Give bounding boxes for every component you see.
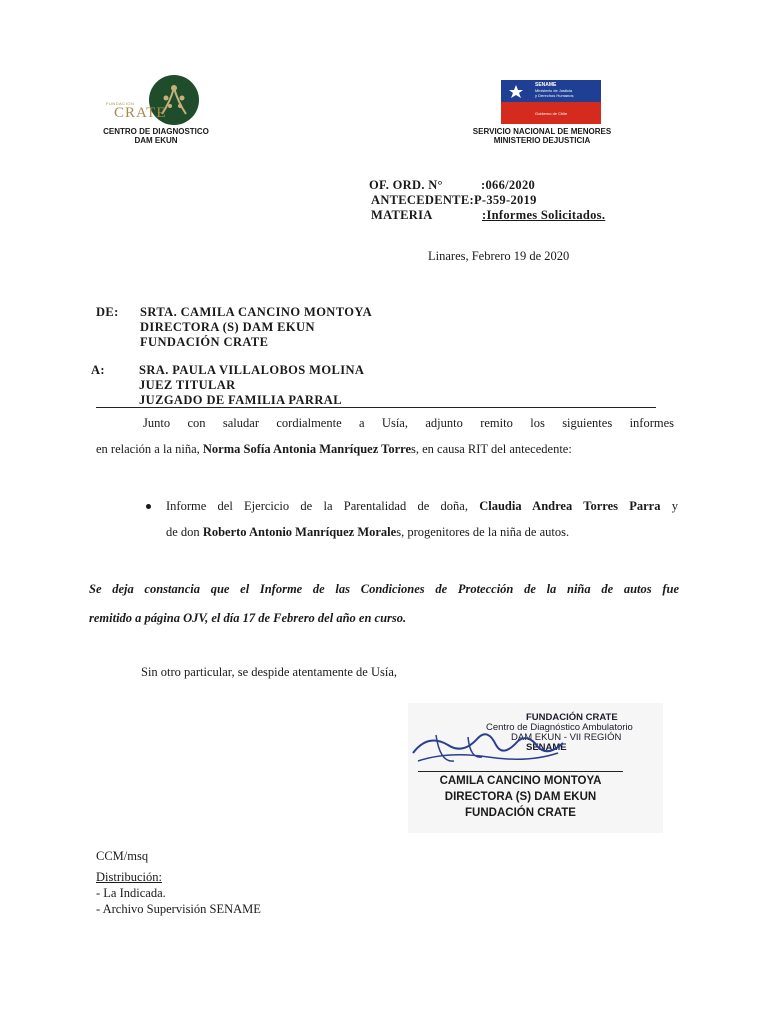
to-label: A: xyxy=(91,363,105,377)
distribution-label: Distribución: xyxy=(96,870,162,884)
reference-block xyxy=(369,178,669,223)
divider-line xyxy=(96,407,656,408)
mother-name: Claudia Andrea Torres Parra xyxy=(479,499,661,513)
signature-text xyxy=(408,773,633,821)
bullet-line2-pre: de don xyxy=(166,525,203,539)
header-right-text xyxy=(452,127,632,145)
ref-antecedente-value: P-359-2019 xyxy=(473,193,537,207)
from-role: DIRECTORA (S) DAM EKUN xyxy=(140,320,315,334)
to-block xyxy=(139,363,364,408)
child-name: Norma Sofía Antonia Manríquez Torre xyxy=(202,442,412,456)
ref-ord-label: OF. ORD. N° xyxy=(369,178,443,192)
header-right-line1: SERVICIO NACIONAL DE MENORES xyxy=(472,127,612,136)
sename-logo xyxy=(501,80,601,124)
crate-logo-small-text: FUNDACION xyxy=(106,101,135,106)
from-label: DE: xyxy=(96,305,119,319)
date-line: Linares, Febrero 19 de 2020 xyxy=(428,249,570,263)
bullet-dot xyxy=(146,504,151,509)
ref-materia-value: :Informes Solicitados. xyxy=(482,208,606,222)
to-role: JUEZ TITULAR xyxy=(139,378,236,392)
sename-logo-bottom: Gobierno de Chile xyxy=(535,111,568,116)
signer-name: CAMILA CANCINO MONTOYA xyxy=(439,775,602,787)
bullet-line2 xyxy=(166,519,678,545)
bullet-line1-pre: Informe del Ejercicio de la Parentalidad de doña, xyxy=(166,499,480,513)
bullet-item xyxy=(166,493,678,545)
signer-org: FUNDACIÓN CRATE xyxy=(465,807,576,819)
stamp-line1: FUNDACIÓN CRATE xyxy=(526,712,618,723)
to-org: JUZGADO DE FAMILIA PARRAL xyxy=(139,393,342,407)
header-left-text xyxy=(80,127,232,145)
stamp-line2: Centro de Diagnóstico Ambulatorio xyxy=(486,722,633,733)
note-line1: Se deja constancia que el Informe de las Condiciones de Protección de la niña de autos fue xyxy=(89,582,679,596)
sename-logo-top-label: SENAME xyxy=(535,82,557,88)
handwritten-signature xyxy=(408,723,568,773)
father-name: Roberto Antonio Manríquez Morale xyxy=(202,525,397,539)
from-name: SRTA. CAMILA CANCINO MONTOYA xyxy=(140,305,373,319)
header-left-line2: DAM EKUN xyxy=(134,136,178,145)
stamp-line3: DAM EKUN - VII REGIÓN xyxy=(511,732,622,743)
sename-logo-line2: y Derechos Humanos xyxy=(535,93,574,98)
ref-materia-row xyxy=(369,208,669,223)
ref-ord-row xyxy=(369,178,669,193)
from-org: FUNDACIÓN CRATE xyxy=(140,335,269,349)
distribution-item-1: - La Indicada. xyxy=(96,886,166,900)
bullet-line1 xyxy=(166,493,678,519)
footer-initials: CCM/msq xyxy=(96,849,149,863)
closing-line: Sin otro particular, se despide atentamente de Usía, xyxy=(141,665,398,679)
paragraph-1 xyxy=(96,410,676,462)
header-left-line1: CENTRO DE DIAGNOSTICO xyxy=(103,127,209,136)
header-right-line2: MINISTERIO DEJUSTICIA xyxy=(493,136,591,145)
sename-logo-line1: Ministerio de Justicia xyxy=(535,88,573,93)
distribution-item-2: - Archivo Supervisión SENAME xyxy=(96,902,261,916)
to-name: SRA. PAULA VILLALOBOS MOLINA xyxy=(139,363,365,377)
paragraph-1-line2 xyxy=(96,436,676,462)
note-line2: remitido a página OJV, el día 17 de Febrero del año en curso. xyxy=(89,611,407,625)
ref-antecedente-row xyxy=(369,193,669,208)
ref-ord-value: :066/2020 xyxy=(481,178,536,192)
crate-logo xyxy=(100,74,200,126)
p1-line2-pre: en relación a la niña, xyxy=(96,442,203,456)
from-block xyxy=(140,305,372,350)
stamp-line4: SENAME xyxy=(526,742,567,753)
p1-line2-post: s, en causa RIT del antecedente: xyxy=(411,442,572,456)
ref-antecedente-label: ANTECEDENTE: xyxy=(371,193,474,207)
signature-block xyxy=(408,703,663,833)
footer-block xyxy=(96,848,261,917)
crate-logo-brand: CRATE xyxy=(114,105,167,121)
paragraph-1-line1: Junto con saludar cordialmente a Usía, adjunto remito los siguientes informes xyxy=(143,416,674,430)
ref-materia-label: MATERIA xyxy=(371,208,433,222)
bullet-line1-post: y xyxy=(660,499,678,513)
signature-line xyxy=(418,771,623,772)
bullet-line2-post: s, progenitores de la niña de autos. xyxy=(396,525,570,539)
signer-role: DIRECTORA (S) DAM EKUN xyxy=(444,791,597,803)
note-paragraph xyxy=(89,575,679,633)
